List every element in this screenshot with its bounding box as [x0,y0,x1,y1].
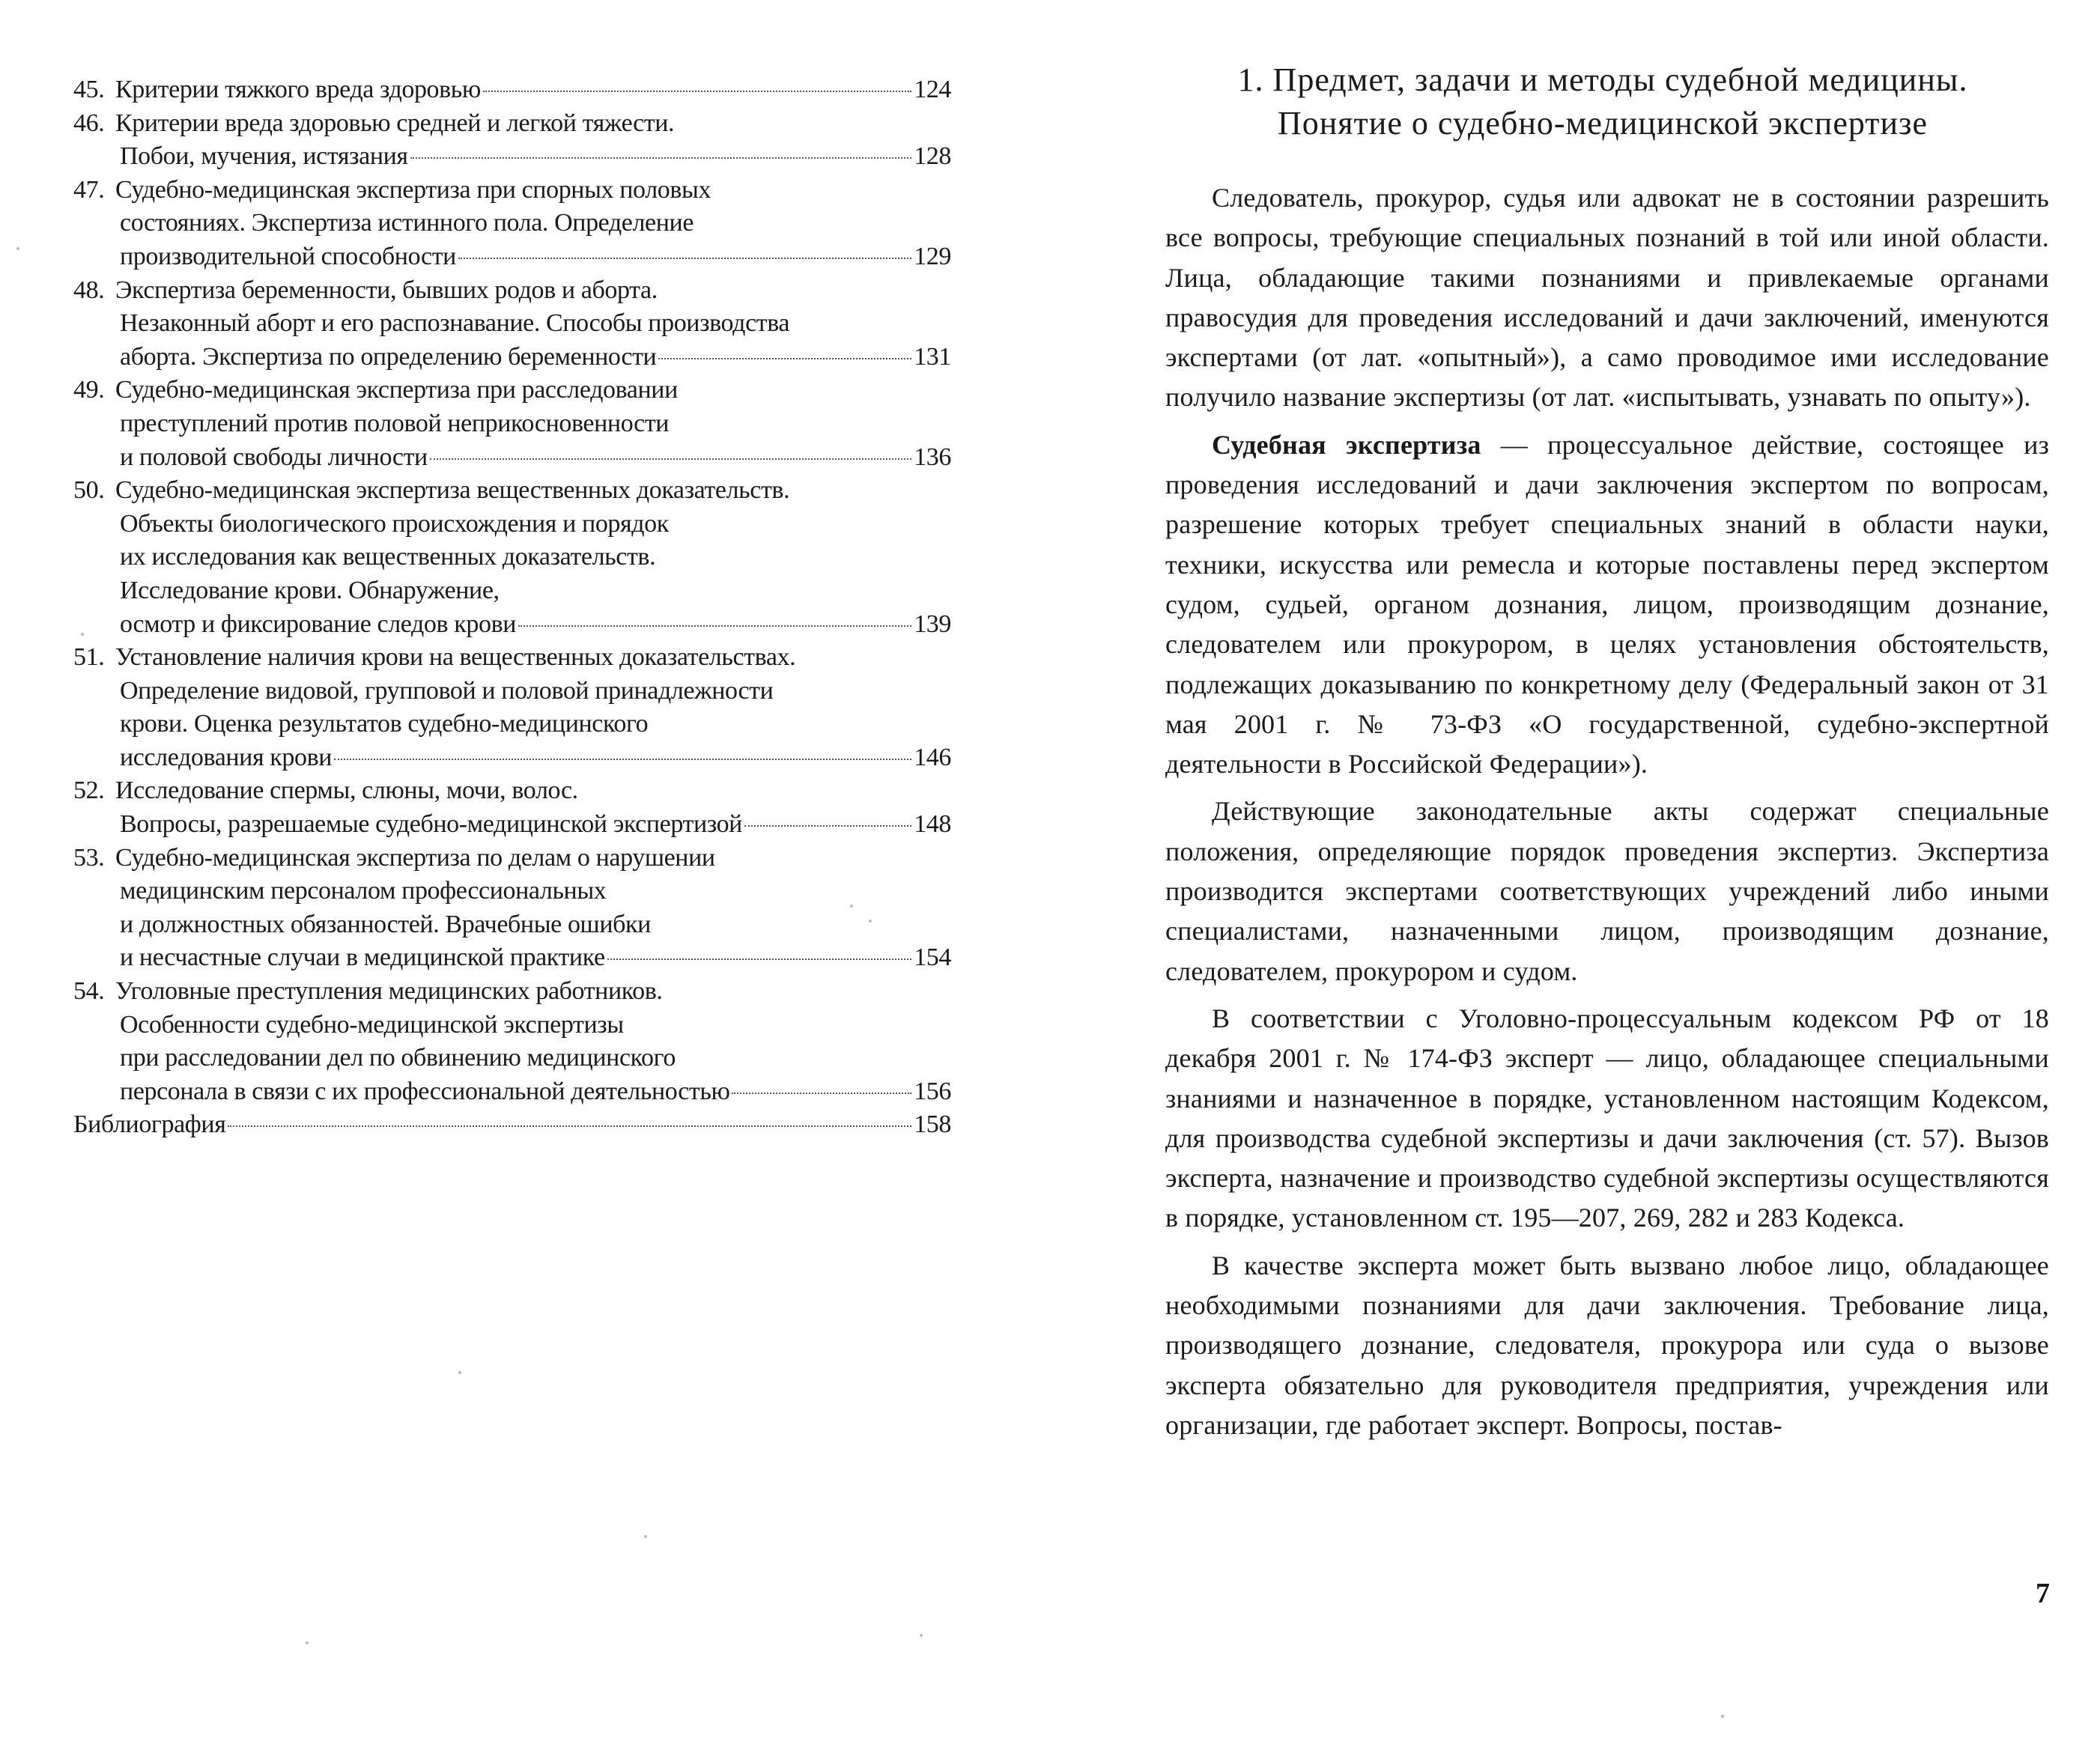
toc-line [73,641,951,675]
toc-line [73,474,951,508]
scan-speck [16,247,19,250]
toc-entry [73,641,951,774]
paragraph-text: Действующие законодательные акты содержат специальные положения, определяющие порядок проведения экспертиз. Экспертиза производится экспертами соответствующих учреждений либо иными специалистами, назначенными лицом, производящим дознание, следователем, прокурором и судом. [1165,796,2049,986]
toc-page-number: 124 [914,76,951,103]
body-paragraph [1165,425,2049,785]
toc-line [73,174,951,207]
toc-entry [73,975,951,1108]
toc-dot-leader [483,91,911,92]
toc-entry-text: и должностных обязанностей. Врачебные ошибки [120,910,651,938]
toc-entry-text: Исследование спермы, слюны, мочи, волос. [115,777,578,805]
toc-line [73,908,951,942]
toc-entry-number: 48. [73,276,105,304]
toc-line [73,1009,951,1042]
toc-entry [73,774,951,841]
toc-entry-text: Уголовные преступления медицинских работников. [115,977,663,1006]
toc-line [73,875,951,908]
chapter-title [1153,58,2052,145]
toc-page-number: 139 [914,610,951,638]
toc-dot-leader [732,1093,911,1094]
toc-line [73,274,951,308]
toc-entry [73,174,951,274]
toc-entry-text: Установление наличия крови на вещественных доказательствах. [115,643,796,672]
toc-line [73,608,951,642]
toc-line [73,73,951,107]
toc-line [73,140,951,174]
toc-entry [73,73,951,107]
toc-line [73,808,951,842]
toc-entry-text: и несчастные случаи в медицинской практике [120,944,605,972]
toc-entry [73,374,951,474]
toc-dot-leader [334,759,911,760]
paragraph-text: В соответствии с Уголовно-процессуальным кодексом РФ от 18 декабря 2001 г. № 174-ФЗ эксперт — лицо, обладающее специальными знаниями и назначенное в порядке, установленном настоящим Кодексом, для производства судебной экспертизы и дачи заключения (ст. 57). Вызов эксперта, назначение и производство судебной экспертизы осуществляются в порядке, установленном ст. 195—207, 269, 282 и 283 Кодекса. [1165,1003,2049,1233]
body-paragraph [1165,791,2049,991]
toc-line [73,842,951,875]
toc-entry-number: 54. [73,977,105,1006]
toc-entry-text: исследования крови [120,743,333,771]
toc-line [73,774,951,808]
scan-speck [920,1634,923,1637]
toc-line [73,541,951,574]
toc-entry-number: 45. [73,76,105,103]
toc-entry-text: преступлений против половой неприкосновенности [120,409,670,437]
toc-entry-text: медицинским персоналом профессиональных [120,877,607,905]
toc-dot-leader [744,825,911,827]
toc-entry-text: производительной способности [120,242,456,270]
toc-line [73,1042,951,1075]
toc-entry [73,107,951,174]
toc-bibliography-label: Библиография [73,1110,226,1139]
table-of-contents [73,73,951,1142]
scan-speck [1721,1715,1724,1718]
toc-page-number: 129 [914,242,951,270]
scan-speck [458,1371,461,1374]
toc-entry-text: Исследование крови. Обнаружение, [120,576,500,604]
toc-entry [73,474,951,641]
toc-entry-number: 49. [73,376,105,404]
defined-term: Судебная экспертиза [1212,429,1481,460]
toc-entry-text: крови. Оценка результатов судебно-медицинского [120,710,649,738]
body-paragraph [1165,178,2049,418]
toc-entry-text: Критерии вреда здоровью средней и легкой тяжести. [115,109,675,137]
toc-entry-text: Судебно-медицинская экспертиза вещественных доказательств. [115,476,790,505]
toc-entry-text: при расследовании дел по обвинению медицинского [120,1044,676,1072]
toc-entry-number: 47. [73,175,105,204]
toc-entry-text: их исследования как вещественных доказательств. [120,543,656,571]
toc-line [73,107,951,141]
toc-entry-text: состояниях. Экспертиза истинного пола. Определение [120,209,694,237]
toc-line [73,441,951,475]
chapter-title-line-2: Понятие о судебно-медицинской экспертизе [1277,105,1928,142]
toc-line [73,975,951,1009]
toc-line [73,207,951,240]
toc-page-number: 156 [914,1077,951,1105]
toc-dot-leader [518,625,911,627]
toc-line [73,508,951,541]
chapter-title-line-1: 1. Предмет, задачи и методы судебной медицины. [1237,61,1968,98]
toc-entry-number: 46. [73,109,105,137]
toc-entry-text: персонала в связи с их профессиональной деятельностью [120,1077,730,1105]
toc-line [73,374,951,407]
toc-entry-number: 52. [73,777,105,805]
toc-entry-text: Экспертиза беременности, бывших родов и аборта. [115,276,658,304]
toc-dot-leader [410,157,912,159]
scan-speck [850,905,853,908]
toc-page-number: 148 [914,810,951,839]
body-paragraph [1165,1246,2049,1445]
toc-line [73,307,951,341]
toc-entry-text: Судебно-медицинская экспертиза по делам о нарушении [115,843,715,872]
scan-speck [644,1535,647,1538]
toc-dot-leader [607,958,911,960]
toc-line [73,941,951,975]
toc-page-number: 146 [914,743,951,771]
toc-entry-text: Особенности судебно-медицинской экспертизы [120,1010,624,1039]
toc-dot-leader [658,358,911,359]
toc-entry-text: Определение видовой, групповой и половой принадлежности [120,676,774,705]
toc-entry-number: 51. [73,643,105,672]
toc-entry-text: Побои, мучения, истязания [120,142,408,171]
toc-dot-leader [458,258,911,259]
toc-page-number: 131 [914,342,951,371]
toc-bibliography [73,1108,951,1142]
toc-line [73,574,951,608]
toc-entry-text: Критерии тяжкого вреда здоровью [115,76,481,103]
toc-entry [73,274,951,374]
toc-line [73,1075,951,1109]
toc-entry-text: осмотр и фиксирование следов крови [120,610,517,638]
paragraph-text: — процессуальное действие, состоящее из проведения исследований и дачи заключения экспертом по вопросам, разрешение которых требует специальных знаний в области науки, техники, искусства или ремесла и которые поставлены перед экспертом судом, судьей, органом дознания, лицом, производящим дознание, следователем или прокурором, в целях установления обстоятельств, подлежащих доказыванию по конкретному делу (Федеральный закон от 31 мая 2001 г. № 73-ФЗ «О государственной, судебно-экспертной деятельности в Российской Федерации»). [1165,429,2049,780]
scan-speck [869,920,872,923]
toc-entry-text: и половой свободы личности [120,443,428,471]
toc-dot-leader [430,458,911,460]
toc-entry-text: Незаконный аборт и его распознавание. Способы производства [120,309,790,338]
toc-line [73,341,951,374]
toc-line [73,741,951,775]
paragraph-text: В качестве эксперта может быть вызвано любое лицо, обладающее необходимыми познаниями для дачи заключения. Требование лица, производящего дознание, следователя, прокурора или суда о вызове эксперта обязательно для руководителя предприятия, учреждения или организации, где работает эксперт. Вопросы, постав- [1165,1250,2049,1440]
toc-entry-text: Вопросы, разрешаемые судебно-медицинской экспертизой [120,810,742,839]
toc-page-number: 128 [914,142,951,171]
toc-line [73,240,951,274]
body-paragraph [1165,999,2049,1239]
toc-page-number: 158 [914,1110,951,1139]
scan-speck [81,633,84,636]
chapter-body [1165,178,2049,1453]
toc-entry-number: 50. [73,476,105,505]
toc-entry-text: аборта. Экспертиза по определению беременности [120,342,657,371]
toc-line [73,407,951,441]
toc-page-number: 154 [914,944,951,972]
toc-line [73,675,951,708]
toc-entry-text: Судебно-медицинская экспертиза при спорных половых [115,175,711,204]
paragraph-text: Следователь, прокурор, судья или адвокат не в состоянии разрешить все вопросы, требующие специальных познаний в той или иной области. Лица, обладающие такими познаниями и привлекаемые органами правосудия для проведения исследований и дачи заключений, именуются экспертами (от лат. «опытный»), а само проводимое ими исследование получило название экспертизы (от лат. «испытывать, узнавать по опыту»). [1165,183,2049,413]
toc-entry-text: Судебно-медицинская экспертиза при расследовании [115,376,678,404]
toc-dot-leader [228,1125,911,1127]
toc-page-number: 136 [914,443,951,471]
toc-line [73,708,951,741]
toc-entry-text: Объекты биологического происхождения и порядок [120,509,669,538]
toc-entry-number: 53. [73,843,105,872]
scan-speck [306,1641,309,1644]
page-number: 7 [2036,1578,2050,1609]
toc-entry [73,842,951,975]
